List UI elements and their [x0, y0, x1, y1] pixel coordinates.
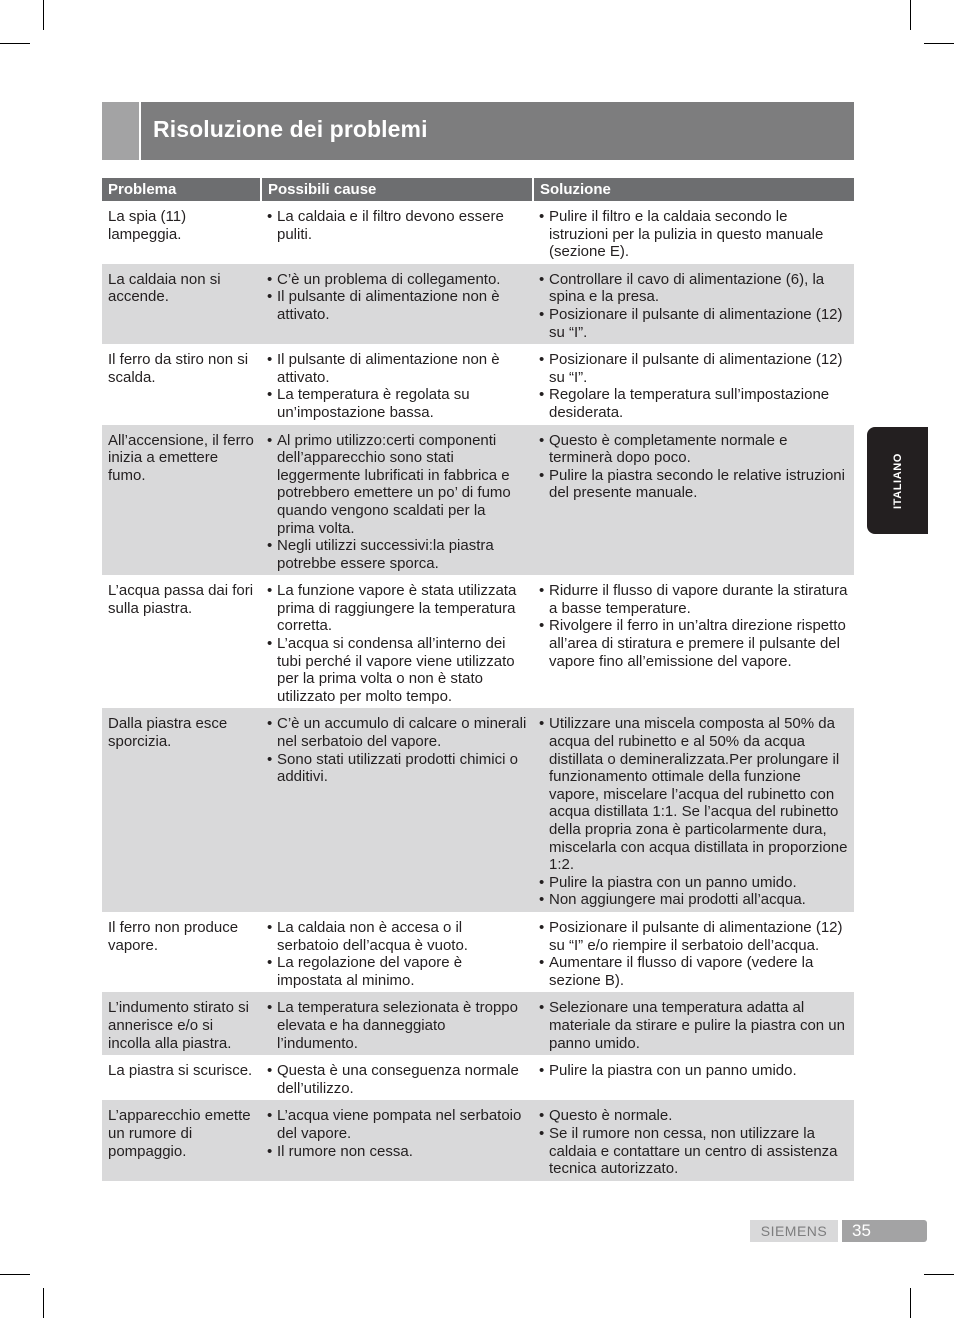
solution-item: • Posizionare il pulsante di alimentazione (12) su “I”. — [539, 351, 848, 386]
crop-mark — [0, 1274, 30, 1275]
problem-cell: Il ferro non produce vapore. — [108, 918, 239, 954]
table-row — [102, 264, 854, 344]
causes-cell — [261, 264, 533, 344]
cause-list — [267, 582, 527, 705]
table-row — [102, 425, 854, 576]
column-header-causes: Possibili cause — [261, 178, 533, 201]
solution-item: • Questo è completamente normale e terminerà dopo poco. — [539, 432, 848, 467]
cause-item: • Il rumore non cessa. — [267, 1143, 527, 1161]
column-header-problem: Problema — [102, 178, 261, 201]
cause-list — [267, 715, 527, 785]
problem-cell: Dalla piastra esce sporcizia. — [102, 708, 261, 912]
solution-list — [539, 208, 848, 261]
cause-list — [267, 351, 527, 421]
causes-cell — [261, 344, 533, 424]
section-header-tab — [102, 102, 141, 160]
solution-list — [539, 432, 848, 502]
solutions-cell — [533, 708, 854, 912]
cause-item: • C’è un accumulo di calcare o minerali nel serbatoio del vapore. — [267, 715, 527, 750]
crop-mark — [43, 1288, 44, 1318]
problem-cell: L’indumento stirato si annerisce e/o si incolla alla piastra. — [102, 992, 261, 1055]
table-row — [102, 1100, 854, 1180]
solution-item: • Selezionare una temperatura adatta al materiale da stirare e pulire la piastra con un panno umido. — [539, 999, 848, 1052]
solutions-cell — [533, 575, 854, 708]
solutions-cell — [533, 1055, 854, 1100]
problem-cell: Il ferro da stiro non si scalda. — [108, 351, 249, 386]
cause-item: • La regolazione del vapore è impostata al minimo. — [267, 954, 527, 989]
table-row — [102, 1055, 854, 1100]
cause-item: • La temperatura selezionata è troppo elevata e ha danneggiato l’indumento. — [267, 999, 527, 1052]
section-header — [102, 102, 854, 160]
causes-cell — [261, 1055, 533, 1100]
page-number: 35 — [842, 1220, 927, 1242]
problem-cell: La caldaia non si accende. — [102, 264, 261, 344]
solution-list — [539, 919, 848, 989]
cause-list — [267, 1062, 527, 1097]
causes-cell — [261, 575, 533, 708]
language-tab — [867, 427, 928, 534]
solution-item: • Posizionare il pulsante di alimentazione (12) su “I” e/o riempire il serbatoio dell’acqua. — [539, 919, 848, 954]
problem-cell: All’accensione, il ferro inizia a emettere fumo. — [102, 425, 261, 576]
cause-item: • Sono stati utilizzati prodotti chimici o additivi. — [267, 751, 527, 786]
cause-item: • Questa è una conseguenza normale dell’utilizzo. — [267, 1062, 527, 1097]
solutions-cell — [533, 344, 854, 424]
column-header-solution: Soluzione — [533, 178, 854, 201]
page-title: Risoluzione dei problemi — [153, 116, 428, 142]
problem-cell: L’apparecchio emette un rumore di pompaggio. — [102, 1100, 261, 1180]
crop-mark — [910, 0, 911, 30]
language-tab-label: ITALIANO — [891, 452, 904, 509]
table-header-row — [102, 178, 854, 201]
causes-cell — [261, 912, 533, 992]
cause-item: • L’acqua si condensa all’interno dei tubi perché il vapore viene utilizzato per la prima volta o non è stato utilizzato per molto tempo. — [267, 635, 527, 705]
problem-cell: La spia (11) lampeggia. — [108, 208, 187, 243]
table-row — [102, 708, 854, 912]
problem-cell: L’acqua passa dai fori sulla piastra. — [108, 582, 254, 617]
solution-list — [539, 715, 848, 909]
causes-cell — [261, 425, 533, 576]
solution-item: • Posizionare il pulsante di alimentazione (12) su “I”. — [539, 306, 848, 341]
causes-cell — [261, 1100, 533, 1180]
solution-item: • Pulire la piastra con un panno umido. — [539, 874, 848, 892]
problem-cell: La piastra si scurisce. — [108, 1062, 253, 1080]
solutions-cell — [533, 992, 854, 1055]
cause-item: • Il pulsante di alimentazione non è attivato. — [267, 288, 527, 323]
brand-label: SIEMENS — [750, 1220, 838, 1242]
cause-list — [267, 432, 527, 573]
troubleshooting-table — [102, 178, 854, 1181]
cause-item: • La caldaia non è accesa o il serbatoio dell’acqua è vuoto. — [267, 919, 527, 954]
crop-mark — [924, 43, 954, 44]
solution-item: • Non aggiungere mai prodotti all’acqua. — [539, 891, 848, 909]
solution-item: • Regolare la temperatura sull’impostazione desiderata. — [539, 386, 848, 421]
solution-item: • Questo è normale. — [539, 1107, 848, 1125]
table-row — [102, 575, 854, 708]
solution-item: • Se il rumore non cessa, non utilizzare la caldaia e contattare un centro di assistenza tecnica autorizzato. — [539, 1125, 848, 1178]
causes-cell — [261, 992, 533, 1055]
table-row — [102, 201, 854, 264]
solution-item: • Pulire la piastra secondo le relative istruzioni del presente manuale. — [539, 467, 848, 502]
solution-item: • Controllare il cavo di alimentazione (6), la spina e la presa. — [539, 271, 848, 306]
cause-item: • La funzione vapore è stata utilizzata prima di raggiungere la temperatura corretta. — [267, 582, 527, 635]
crop-mark — [0, 43, 30, 44]
solution-item: • Aumentare il flusso di vapore (vedere la sezione B). — [539, 954, 848, 989]
crop-mark — [924, 1274, 954, 1275]
crop-mark — [910, 1288, 911, 1318]
cause-list — [267, 271, 527, 324]
causes-cell — [261, 708, 533, 912]
cause-item: • L’acqua viene pompata nel serbatoio del vapore. — [267, 1107, 527, 1142]
cause-item: • Negli utilizzi successivi:la piastra potrebbe essere sporca. — [267, 537, 527, 572]
solution-list — [539, 999, 848, 1052]
cause-list — [267, 1107, 527, 1160]
cause-item: • Al primo utilizzo:certi componenti dell’apparecchio sono stati leggermente lubrificati in fabbrica e potrebbero emettere un po’ di fumo quando vengono scaldati per la prima volta. — [267, 432, 527, 538]
solution-list — [539, 271, 848, 341]
solution-item: • Rivolgere il ferro in un’altra direzione rispetto all’area di stiratura e premere il pulsante del vapore fino all’emissione del vapore. — [539, 617, 848, 670]
crop-mark — [43, 0, 44, 30]
table-row — [102, 344, 854, 424]
cause-list — [267, 208, 527, 243]
solutions-cell — [533, 912, 854, 992]
table-row — [102, 992, 854, 1055]
solution-list — [539, 582, 848, 670]
solutions-cell — [533, 264, 854, 344]
table-row — [102, 912, 854, 992]
cause-list — [267, 999, 527, 1052]
solutions-cell — [533, 1100, 854, 1180]
cause-item: • La temperatura è regolata su un’impostazione bassa. — [267, 386, 527, 421]
solution-item: • Ridurre il flusso di vapore durante la stiratura a basse temperature. — [539, 582, 848, 617]
cause-item: • C’è un problema di collegamento. — [267, 271, 527, 289]
solution-list — [539, 351, 848, 421]
solution-item: • Utilizzare una miscela composta al 50% da acqua del rubinetto e al 50% da acqua distillata o demineralizzata.Per prolungare il funzionamento ottimale della funzione vapore, miscelare l’acqua del rubinetto con acqua distillata 1:1. Se l’acqua del rubinetto della propria zona è particolarmente dura, miscelarla con acqua distillata in proporzione 1:2. — [539, 715, 848, 873]
solution-item: • Pulire la piastra con un panno umido. — [539, 1062, 848, 1080]
solution-list — [539, 1107, 848, 1177]
solutions-cell — [533, 425, 854, 576]
cause-item: • Il pulsante di alimentazione non è attivato. — [267, 351, 527, 386]
solution-item: • Pulire il filtro e la caldaia secondo le istruzioni per la pulizia in questo manuale (sezione E). — [539, 208, 848, 261]
solution-list — [539, 1062, 848, 1080]
cause-item: • La caldaia e il filtro devono essere puliti. — [267, 208, 527, 243]
solutions-cell — [533, 201, 854, 264]
cause-list — [267, 919, 527, 989]
causes-cell — [261, 201, 533, 264]
